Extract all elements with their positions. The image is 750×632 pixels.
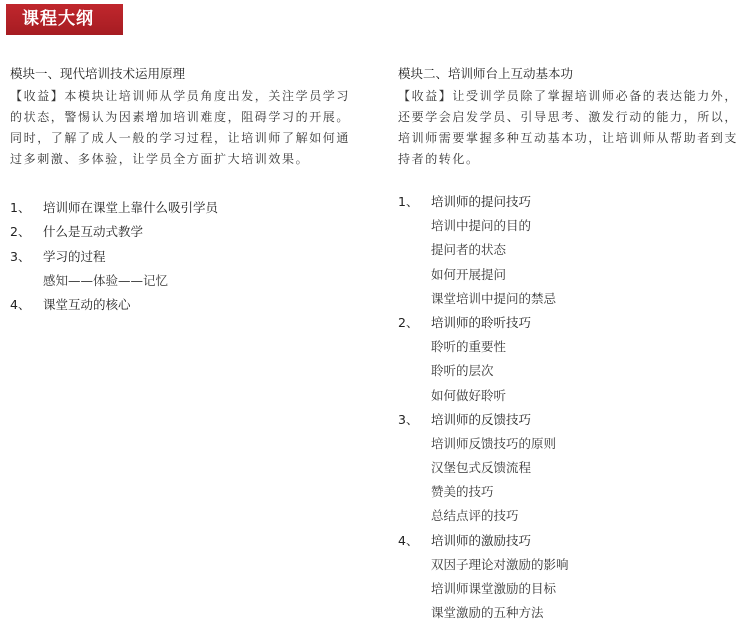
module-1-title: 模块一、现代培训技术运用原理 xyxy=(10,66,186,81)
list-item xyxy=(398,311,738,335)
sub-item: 双因子理论对激励的影响 xyxy=(431,556,569,572)
sub-item: 提问者的状态 xyxy=(431,242,507,258)
sub-item: 如何开展提问 xyxy=(431,266,507,282)
sub-item: 总结点评的技巧 xyxy=(431,508,519,524)
sub-item: 汉堡包式反馈流程 xyxy=(431,460,532,476)
sub-item: 聆听的层次 xyxy=(431,363,494,379)
module-2-title: 模块二、培训师台上互动基本功 xyxy=(398,66,574,81)
list-item xyxy=(10,196,350,220)
item-label: 什么是互动式教学 xyxy=(43,224,144,240)
section-title: 课程大纲 xyxy=(6,4,123,35)
list-item xyxy=(10,220,350,244)
module-1-description: 【收益】本模块让培训师从学员角度出发，关注学员学习的状态，警惕认为因素增加培训难度，阻碍学习的开展。同时，了解了成人一般的学习过程，让培训师了解如何通过多刺激、多体验，让学员全方面扩大培训效果。 xyxy=(10,89,351,166)
list-item xyxy=(398,190,738,214)
item-label: 培训师的聆听技巧 xyxy=(431,314,532,330)
sub-item: 如何做好聆听 xyxy=(431,387,507,403)
sub-item: 赞美的技巧 xyxy=(431,484,494,500)
item-number: 3、 xyxy=(10,248,31,264)
item-number: 4、 xyxy=(10,297,31,313)
sub-item: 培训师反馈技巧的原则 xyxy=(431,435,557,451)
item-number: 2、 xyxy=(398,314,419,330)
list-item xyxy=(398,408,738,432)
item-label: 培训师的反馈技巧 xyxy=(431,411,532,427)
list-item xyxy=(10,245,350,269)
sub-item: 培训中提问的目的 xyxy=(431,218,532,234)
item-number: 3、 xyxy=(398,411,419,427)
list-item xyxy=(398,529,738,553)
sub-item: 聆听的重要性 xyxy=(431,339,507,355)
item-label: 学习的过程 xyxy=(43,248,106,264)
item-label: 培训师的激励技巧 xyxy=(431,532,532,548)
module-2-outline xyxy=(398,190,738,625)
sub-item: 培训师课堂激励的目标 xyxy=(431,581,557,596)
sub-item: 感知——体验——记忆 xyxy=(43,272,169,288)
module-2 xyxy=(398,64,738,625)
item-number: 1、 xyxy=(10,200,31,215)
list-item xyxy=(10,293,350,317)
item-label: 培训师在课堂上靠什么吸引学员 xyxy=(43,200,219,215)
sub-item: 课堂激励的五种方法 xyxy=(431,605,544,621)
item-number: 2、 xyxy=(10,224,31,240)
item-number: 1、 xyxy=(398,194,419,209)
item-label: 课堂互动的核心 xyxy=(43,297,131,313)
module-1 xyxy=(10,64,350,317)
sub-item: 课堂培训中提问的禁忌 xyxy=(431,290,557,306)
module-1-outline xyxy=(10,196,350,317)
item-number: 4、 xyxy=(398,532,419,548)
module-2-description: 【收益】让受训学员除了掌握培训师必备的表达能力外，还要学会启发学员、引导思考、激发行动的能力，所以，培训师需要掌握多种互动基本功，让培训师从帮助者到支持者的转化。 xyxy=(398,89,739,166)
item-label: 培训师的提问技巧 xyxy=(431,194,532,209)
